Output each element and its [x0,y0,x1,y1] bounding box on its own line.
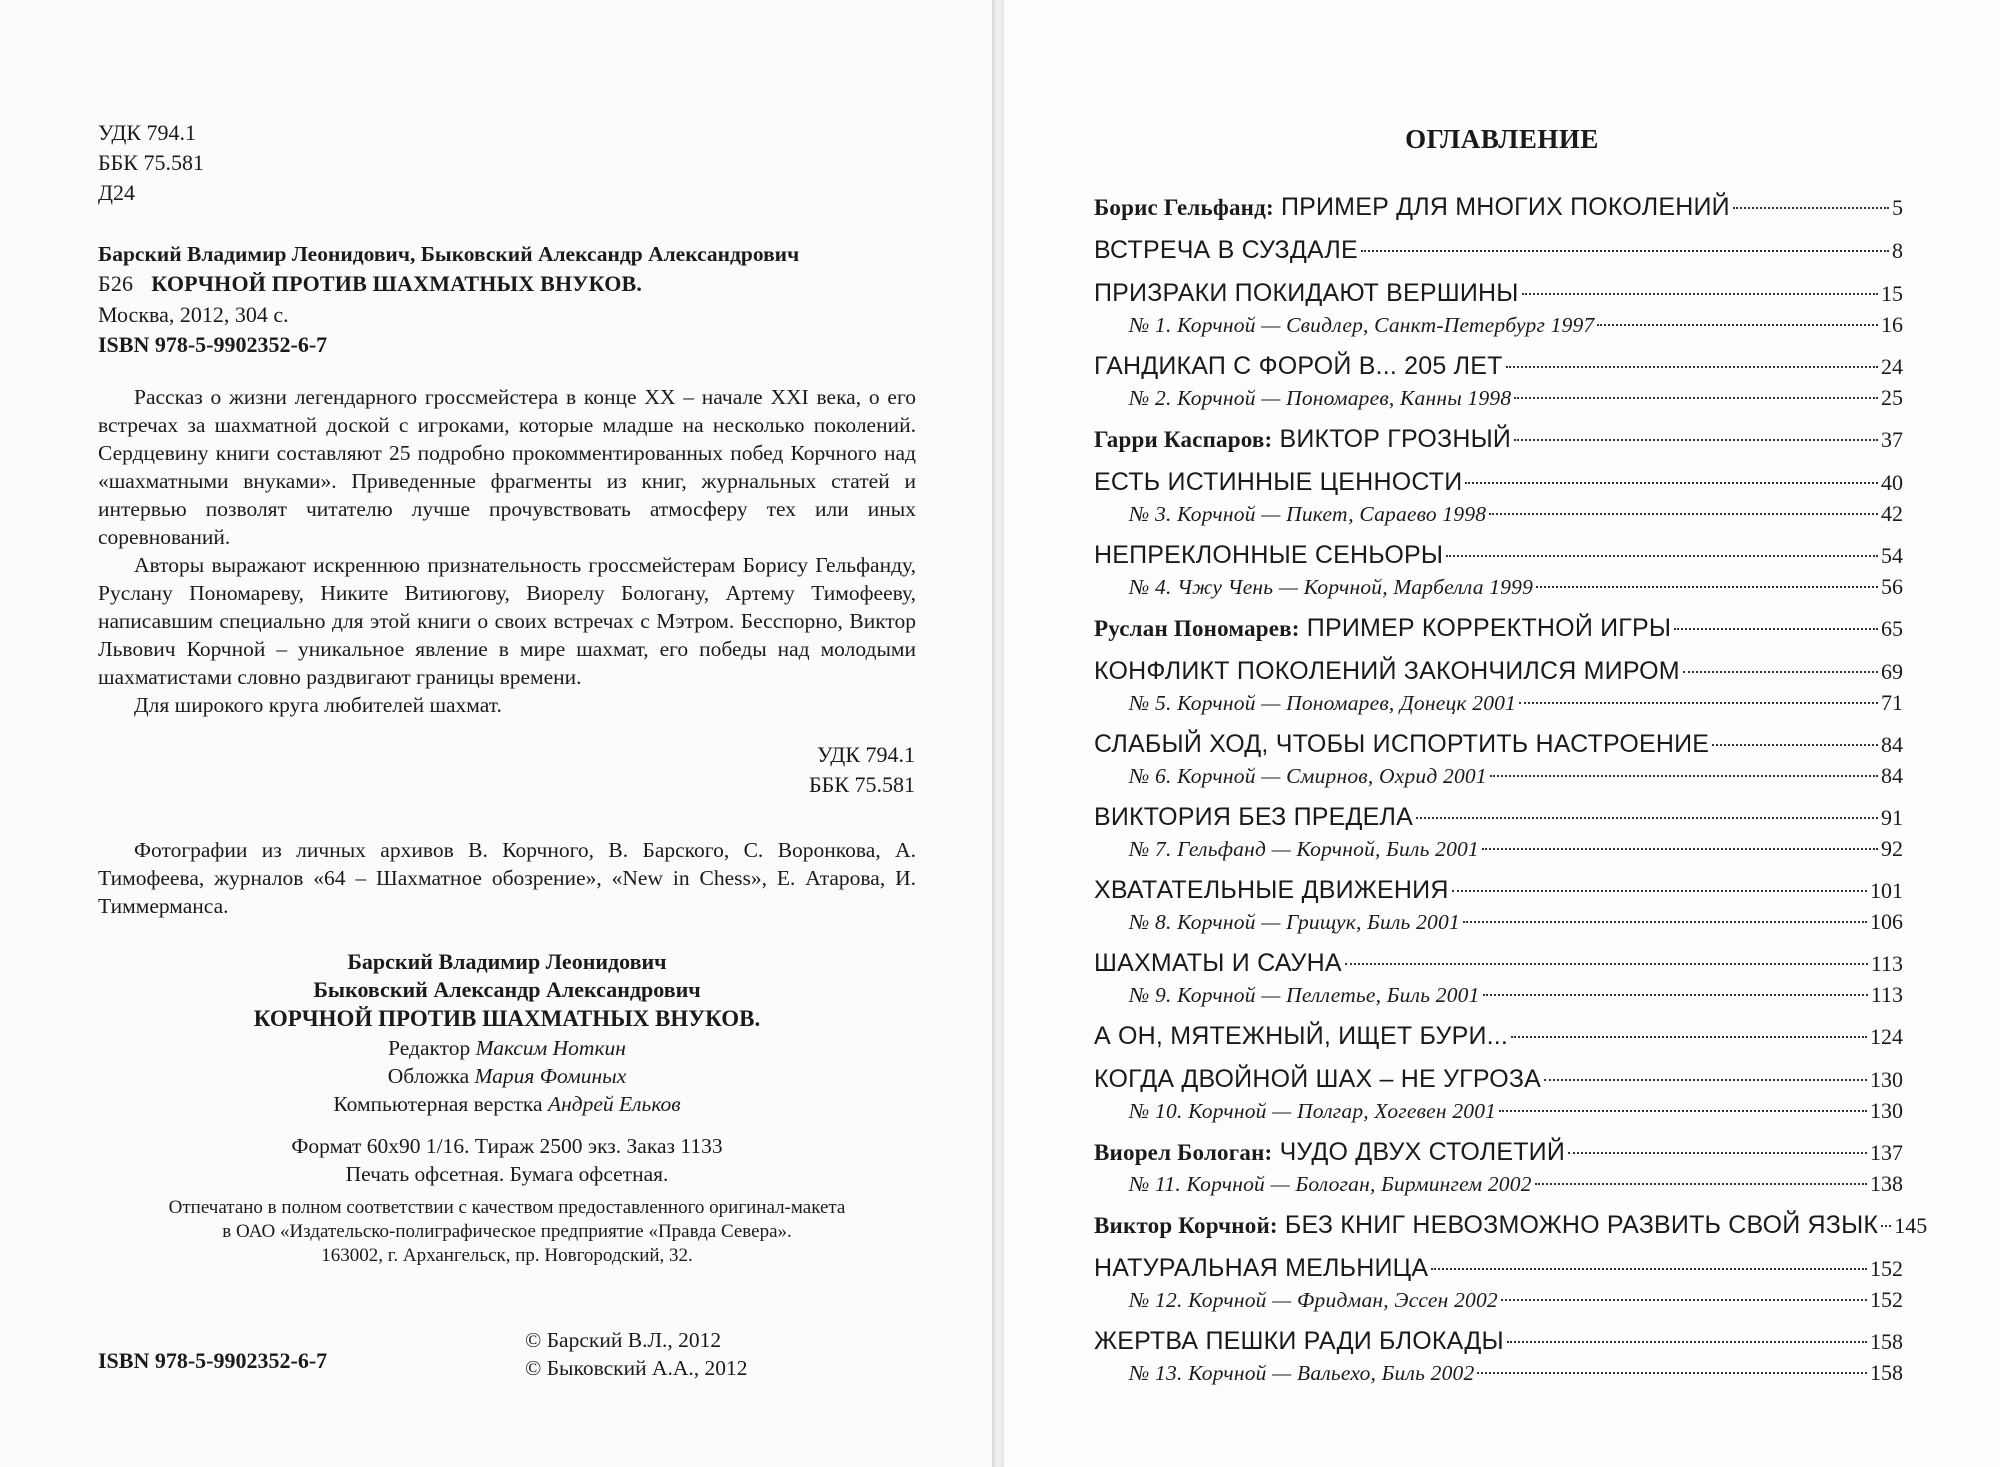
toc-chapter-entry [1094,1062,1903,1096]
toc-leader-dots [1881,1225,1891,1227]
toc-entry-text: НЕПРЕКЛОННЫЕ СЕНЬОРЫ [1094,541,1444,569]
toc-entry-title [1094,1208,1878,1243]
toc-page-number: 113 [1870,951,1903,976]
toc-entry-title [1129,310,1594,340]
toc-leader-dots [1452,890,1867,892]
toc-chapter-entry [1094,465,1903,499]
toc-entry-title [1094,276,1519,310]
toc-chapter-entry [1094,611,1903,645]
classification-codes [98,118,204,208]
cover-name: Мария Фоминых [474,1064,627,1088]
toc-game-entry [1094,572,1903,602]
toc-entry-text: № 7. Гельфанд — Корчной, Биль 2001 [1129,837,1479,861]
toc-page-number: 37 [1881,427,1903,452]
toc-chapter-entry [1094,1135,1903,1169]
toc-entry-title [1129,761,1487,791]
copyright-2: © Быковский А.А., 2012 [525,1356,748,1380]
toc-page-number: 54 [1881,543,1903,568]
toc-leader-dots [1499,1110,1867,1112]
toc-page-number: 84 [1881,732,1903,757]
toc-entry-title [1129,1285,1498,1315]
toc-page-number: 130 [1870,1098,1903,1123]
toc-game-entry [1094,1096,1903,1126]
toc-leader-dots [1536,586,1878,588]
toc-entry-text: № 10. Корчной — Полгар, Хогевен 2001 [1129,1099,1497,1123]
toc-leader-dots [1597,324,1878,326]
toc-entry-text: ВИКТОРИЯ БЕЗ ПРЕДЕЛА [1094,803,1414,831]
toc-game-entry [1094,980,1903,1010]
udk-code: УДК 794.1 [98,120,197,145]
isbn: ISBN 978-5-9902352-6-7 [98,332,328,357]
toc-chapter-entry [1094,276,1903,310]
toc-page-number: 84 [1881,763,1903,788]
toc-game-entry [1094,383,1903,413]
toc-entry-author: Руслан Пономарев: [1094,616,1300,641]
toc-entry-title [1129,980,1480,1010]
toc-chapter-entry [1094,422,1903,456]
toc-chapter-entry [1094,349,1903,383]
toc-chapter-entry [1094,190,1903,224]
toc-entry-title [1094,654,1680,688]
abstract [98,383,916,719]
toc-entry-title [1094,727,1709,761]
editor-label: Редактор [388,1036,471,1060]
toc-page-number: 101 [1870,878,1903,903]
title-line [98,270,642,298]
toc-leader-dots [1514,397,1878,399]
toc-entry-author: Виорел Бологан: [1094,1140,1273,1165]
toc-entry-text: ЕСТЬ ИСТИННЫЕ ЦЕННОСТИ [1094,468,1463,496]
toc-page-number: 106 [1870,909,1903,934]
toc-entry-title [1094,422,1511,457]
toc-entry-text: ЧУДО ДВУХ СТОЛЕТИЙ [1272,1138,1566,1166]
toc-entry-title [1094,1324,1504,1358]
editor-name: Максим Ноткин [475,1036,626,1060]
abstract-paragraph: Для широкого круга любителей шахмат. [134,693,502,717]
toc-page-number: 16 [1881,312,1903,337]
toc-entry-text: № 2. Корчной — Пономарев, Канны 1998 [1129,386,1512,410]
toc-entry-text: № 6. Корчной — Смирнов, Охрид 2001 [1129,764,1487,788]
bbk-code: ББК 75.581 [98,150,204,175]
toc-chapter-entry [1094,946,1903,980]
abstract-paragraph: Рассказ о жизни легендарного гроссмейстера в конце XX – начале XXI века, о его встречах за шахматной доской с игроками, которые младше на несколько поколений. Сердцевину книги составляют 25 подробно прокомментированных побед Корчного над «шахматными внуками». Приведенные фрагменты из книг, журнальных статей и интервью позволят читателю лучше прочувствовать атмосферу тех или иных соревнований. [98,385,916,549]
toc-entry-text: ПРИЗРАКИ ПОКИДАЮТ ВЕРШИНЫ [1094,279,1519,307]
toc-chapter-entry [1094,800,1903,834]
toc-page-number: 158 [1870,1329,1903,1354]
toc-leader-dots [1477,1372,1867,1374]
toc-entry-text: № 8. Корчной — Грищук, Биль 2001 [1129,910,1460,934]
imprint-layout [98,1090,916,1118]
toc-chapter-entry [1094,1208,1928,1242]
toc-entry-text: № 4. Чжу Чень — Корчной, Марбелла 1999 [1129,575,1534,599]
udk-code-right: УДК 794.1 [816,742,915,767]
imprint-printed-3: 163002, г. Архангельск, пр. Новгородский, 32. [321,1245,693,1266]
toc-page-number: 145 [1894,1213,1928,1238]
toc-entry-text: КОГДА ДВОЙНОЙ ШАХ – НЕ УГРОЗА [1094,1065,1542,1093]
toc-chapter-entry [1094,654,1903,688]
toc-entry-text: ХВАТАТЕЛЬНЫЕ ДВИЖЕНИЯ [1094,876,1449,904]
toc-page-number: 24 [1881,354,1903,379]
abstract-paragraph: Авторы выражают искреннюю признательность гроссмейстерам Борису Гельфанду, Руслану Пономареву, Никите Витиюгову, Виорелу Бологану, Артему Тимофееву, написавшим специально для этой книги о своих встречах с Мэтром. Бесспорно, Виктор Львович Корчной – уникальное явление в мире шахмат, его победы над молодыми шахматистами словно раздвигают границы времени. [98,553,916,689]
toc-leader-dots [1506,366,1878,368]
toc-leader-dots [1535,1183,1867,1185]
classification-codes-right [700,740,915,800]
toc-leader-dots [1465,482,1878,484]
toc-game-entry [1094,310,1903,340]
toc-leader-dots [1514,439,1878,441]
toc-entry-title [1094,233,1358,267]
toc-page-number: 152 [1870,1256,1903,1281]
toc-chapter-entry [1094,1019,1903,1053]
toc-page-number: 130 [1870,1067,1903,1092]
toc-entry-title [1129,1358,1474,1388]
imprint-printed-2: в ОАО «Издательско-полиграфическое предприятие «Правда Севера». [222,1221,792,1242]
toc-entry-title [1129,834,1479,864]
toc-chapter-entry [1094,1324,1903,1358]
toc-page-number: 91 [1881,805,1903,830]
imprint-print: Печать офсетная. Бумага офсетная. [345,1162,669,1186]
toc-leader-dots [1483,994,1868,996]
toc-page-number: 15 [1881,281,1903,306]
book-gutter [992,0,1004,1467]
toc-entry-author: Гарри Каспаров: [1094,427,1273,452]
toc-chapter-entry [1094,233,1903,267]
layout-name: Андрей Ельков [547,1092,681,1116]
toc-chapter-entry [1094,538,1903,572]
toc-game-entry [1094,688,1903,718]
toc-chapter-entry [1094,727,1903,761]
toc-entry-text: БЕЗ КНИГ НЕВОЗМОЖНО РАЗВИТЬ СВОЙ ЯЗЫК [1277,1211,1879,1239]
toc-page-number: 8 [1892,238,1903,263]
toc-leader-dots [1674,628,1878,630]
toc-entry-text: № 12. Корчной — Фридман, Эссен 2002 [1129,1288,1498,1312]
toc-entry-title [1094,1062,1541,1096]
toc-leader-dots [1507,1341,1867,1343]
book-title: КОРЧНОЙ ПРОТИВ ШАХМАТНЫХ ВНУКОВ. [151,271,643,296]
toc-entry-text: № 3. Корчной — Пикет, Сараево 1998 [1129,502,1487,526]
imprint-author-2: Быковский Александр Александрович [313,977,701,1002]
toc-entry-text: № 11. Корчной — Бологан, Бирмингем 2002 [1129,1172,1532,1196]
author-code: Д24 [98,180,136,205]
toc-entry-title [1129,1169,1532,1199]
toc-entry-title [1094,611,1671,646]
toc-chapter-entry [1094,1251,1903,1285]
cover-label: Обложка [387,1064,470,1088]
toc-page-number: 25 [1881,385,1903,410]
toc-entry-title [1094,1019,1508,1053]
toc-page-number: 138 [1870,1171,1903,1196]
toc-leader-dots [1489,513,1878,515]
toc-entry-title [1094,349,1503,383]
toc-chapter-entry [1094,873,1903,907]
toc-page-number: 152 [1870,1287,1903,1312]
toc-leader-dots [1490,775,1878,777]
toc-leader-dots [1345,963,1868,965]
toc-leader-dots [1522,293,1878,295]
toc-entry-title [1094,1135,1565,1170]
toc-game-entry [1094,761,1903,791]
toc-page-number: 5 [1892,195,1903,220]
toc-leader-dots [1482,848,1878,850]
toc-page-number: 69 [1881,659,1903,684]
imprint-editor [98,1034,916,1062]
toc-entry-title [1094,190,1730,225]
toc-entry-author: Борис Гельфанд: [1094,195,1274,220]
toc-entry-text: ПРИМЕР ДЛЯ МНОГИХ ПОКОЛЕНИЙ [1273,193,1730,221]
toc-page-number: 113 [1870,982,1903,1007]
toc-page-number: 42 [1881,501,1903,526]
toc-leader-dots [1544,1079,1867,1081]
toc-entry-title [1129,688,1516,718]
layout-label: Компьютерная верстка [333,1092,543,1116]
toc-page-number: 65 [1881,616,1903,641]
imprint-format: Формат 60х90 1/16. Тираж 2500 экз. Заказ 1133 [291,1134,723,1158]
toc-game-entry [1094,907,1903,937]
toc-entry-text: № 5. Корчной — Пономарев, Донецк 2001 [1129,691,1517,715]
toc-game-entry [1094,499,1903,529]
toc-entry-text: № 13. Корчной — Вальехо, Биль 2002 [1129,1361,1475,1385]
toc-entry-text: СЛАБЫЙ ХОД, ЧТОБЫ ИСПОРТИТЬ НАСТРОЕНИЕ [1094,730,1710,758]
toc-entry-text: ВСТРЕЧА В СУЗДАЛЕ [1094,236,1358,264]
toc-leader-dots [1568,1152,1867,1154]
toc-leader-dots [1446,555,1878,557]
table-of-contents [1094,190,1928,1388]
toc-game-entry [1094,1169,1903,1199]
photo-credits-text: Фотографии из личных архивов В. Корчного, В. Барского, С. Воронкова, А. Тимофеева, журналов «64 – Шахматное обозрение», «New in Chess», Е. Атарова, И. Тиммерманса. [98,838,916,918]
toc-leader-dots [1463,921,1867,923]
toc-page-number: 92 [1881,836,1903,861]
toc-entry-text: ГАНДИКАП С ФОРОЙ В... 205 ЛЕТ [1094,352,1503,380]
toc-leader-dots [1361,250,1889,252]
toc-entry-text: ПРИМЕР КОРРЕКТНОЙ ИГРЫ [1299,614,1672,642]
toc-entry-text: № 1. Корчной — Свидлер, Санкт-Петербург 1997 [1129,313,1595,337]
toc-page-number: 158 [1870,1360,1903,1385]
toc-heading: ОГЛАВЛЕНИЕ [1405,124,1599,154]
toc-page-number: 124 [1870,1024,1903,1049]
toc-entry-title [1129,907,1460,937]
toc-entry-title [1094,946,1342,980]
imprint-author-1: Барский Владимир Леонидович [347,949,667,974]
toc-entry-text: НАТУРАЛЬНАЯ МЕЛЬНИЦА [1094,1254,1429,1282]
imprint-title: КОРЧНОЙ ПРОТИВ ШАХМАТНЫХ ВНУКОВ. [253,1006,761,1031]
imprint-cover [98,1062,916,1090]
photo-credits [98,836,916,920]
toc-leader-dots [1712,744,1878,746]
publication-info: Москва, 2012, 304 с. [98,302,289,327]
toc-entry-author: Виктор Корчной: [1094,1213,1278,1238]
isbn-bottom: ISBN 978-5-9902352-6-7 [98,1348,328,1373]
toc-game-entry [1094,1358,1903,1388]
toc-page-number: 137 [1870,1140,1903,1165]
toc-entry-title [1094,1251,1428,1285]
toc-entry-title [1094,800,1413,834]
toc-entry-title [1094,465,1462,499]
author-mark: Б26 [98,271,134,296]
toc-leader-dots [1416,817,1878,819]
toc-entry-text: КОНФЛИКТ ПОКОЛЕНИЙ ЗАКОНЧИЛСЯ МИРОМ [1094,657,1680,685]
copyrights [525,1326,748,1382]
toc-leader-dots [1683,671,1878,673]
toc-entry-title [1094,873,1449,907]
toc-page-number: 71 [1881,690,1903,715]
toc-entry-title [1129,383,1511,413]
toc-entry-title [1129,499,1486,529]
toc-entry-text: ВИКТОР ГРОЗНЫЙ [1272,425,1512,453]
toc-game-entry [1094,834,1903,864]
toc-entry-title [1094,538,1443,572]
toc-leader-dots [1511,1036,1867,1038]
toc-leader-dots [1501,1299,1867,1301]
toc-leader-dots [1733,207,1889,209]
toc-entry-text: А ОН, МЯТЕЖНЫЙ, ИЩЕТ БУРИ... [1094,1022,1509,1050]
toc-entry-text: ШАХМАТЫ И САУНА [1094,949,1342,977]
toc-entry-title [1129,572,1533,602]
imprint-printed-1: Отпечатано в полном соответствии с качеством предоставленного оригинал-макета [168,1197,846,1218]
toc-entry-text: ЖЕРТВА ПЕШКИ РАДИ БЛОКАДЫ [1094,1327,1504,1355]
toc-entry-title [1129,1096,1496,1126]
imprint [98,948,916,1268]
toc-leader-dots [1519,702,1878,704]
toc-page-number: 40 [1881,470,1903,495]
bbk-code-right: ББК 75.581 [809,772,915,797]
toc-entry-text: № 9. Корчной — Пеллетье, Биль 2001 [1129,983,1480,1007]
authors-line: Барский Владимир Леонидович, Быковский Александр Александрович [98,242,800,266]
copyright-1: © Барский В.Л., 2012 [525,1328,722,1352]
toc-page-number: 56 [1881,574,1903,599]
toc-game-entry [1094,1285,1903,1315]
toc-leader-dots [1431,1268,1867,1270]
